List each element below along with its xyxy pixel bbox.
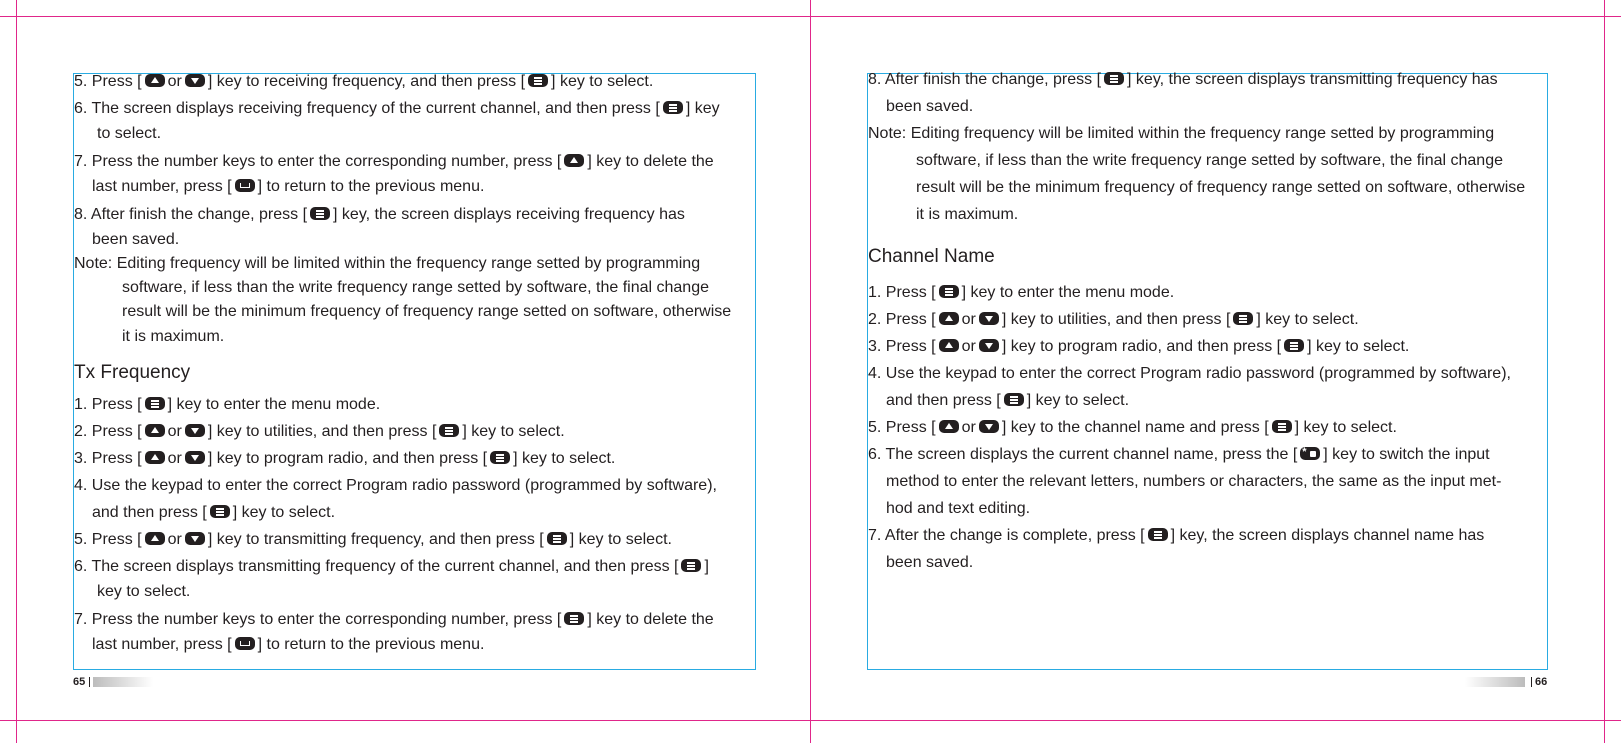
line-text: ] key, the screen displays channel name has — [1170, 527, 1485, 544]
menu-key-icon — [528, 74, 548, 87]
text-line — [868, 472, 1501, 492]
up-arrow-key-icon — [145, 451, 165, 464]
line-text: ] key to transmitting frequency, and then press [ — [207, 531, 544, 548]
list-item — [868, 70, 1498, 90]
line-text: ] key to the channel name and press [ — [1001, 419, 1269, 436]
line-text: result will be the minimum frequency of frequency range setted on software, otherwise — [122, 303, 732, 320]
line-text: ] key to select. — [1256, 311, 1359, 328]
line-text: software, if less than the write frequency range setted by software, the final change — [122, 279, 709, 296]
line-text: ] key to select. — [232, 504, 336, 521]
line-text: Press the number keys to enter the corresponding number, press [ — [91, 611, 562, 628]
list-item — [868, 283, 1174, 303]
list-item — [74, 422, 565, 442]
page-number-rule-left — [89, 677, 90, 687]
menu-key-icon — [564, 612, 584, 625]
step-number: 7. — [868, 527, 882, 544]
line-text: hod and text editing. — [886, 500, 1031, 517]
step-number: 6. — [868, 446, 882, 463]
text-line — [74, 230, 179, 250]
line-text: ] key, the screen displays receiving frequency has — [333, 206, 685, 223]
up-arrow-key-icon — [939, 420, 959, 433]
menu-key-icon — [439, 424, 459, 437]
page-number-right: 66 — [1535, 676, 1548, 688]
list-item — [74, 152, 714, 172]
menu-key-icon — [210, 505, 230, 518]
down-arrow-key-icon — [979, 339, 999, 352]
up-arrow-key-icon — [939, 339, 959, 352]
line-text: Press [ — [885, 284, 936, 301]
text-line — [74, 254, 700, 274]
menu-key-icon — [1233, 312, 1253, 325]
list-item — [74, 205, 685, 225]
back-key-icon — [235, 179, 255, 192]
menu-key-icon — [547, 532, 567, 545]
list-item — [74, 610, 714, 630]
line-text: ] key to program radio, and then press [ — [207, 450, 488, 467]
star-lock-key-icon — [1300, 447, 1320, 460]
line-text: software, if less than the write frequency range setted by software, the final change — [916, 152, 1503, 169]
line-text: The screen displays receiving frequency of the current channel, and then press [ — [91, 100, 660, 117]
down-arrow-key-icon — [185, 451, 205, 464]
text-line — [868, 151, 1503, 171]
down-arrow-key-icon — [979, 312, 999, 325]
line-text: ] key to utilities, and then press [ — [207, 423, 437, 440]
line-text: ] key — [685, 100, 720, 117]
step-number: 3. — [868, 338, 882, 355]
line-text: or — [167, 423, 182, 440]
step-number: 1. — [868, 284, 882, 301]
list-item — [868, 337, 1409, 357]
text-line — [74, 635, 484, 655]
text-line — [74, 177, 484, 197]
menu-key-icon — [145, 397, 165, 410]
line-text: ] key to delete the — [587, 153, 714, 170]
step-number: 5. — [868, 419, 882, 436]
step-number: 3. — [74, 450, 88, 467]
list-item — [74, 99, 720, 119]
line-text: ] key to enter the menu mode. — [961, 284, 1175, 301]
spine-line — [810, 0, 811, 743]
line-text: ] key to select. — [462, 423, 565, 440]
step-number: 4. — [868, 365, 882, 382]
line-text: been saved. — [886, 98, 974, 115]
text-line — [868, 124, 1494, 144]
line-text: After finish the change, press [ — [90, 206, 308, 223]
down-arrow-key-icon — [185, 424, 205, 437]
line-text: Press [ — [91, 73, 142, 90]
up-arrow-key-icon — [564, 154, 584, 167]
page-number-rule-right — [1531, 677, 1532, 687]
line-text: or — [961, 338, 976, 355]
line-text: and then press [ — [886, 392, 1001, 409]
footer-gradient-right — [1465, 677, 1525, 687]
text-line — [74, 582, 190, 602]
step-number: 1. — [74, 396, 88, 413]
line-text: ] key to select. — [569, 531, 672, 548]
line-text: ] key to switch the input — [1323, 446, 1490, 463]
line-text: Note: Editing frequency will be limited within the frequency range setted by programming — [74, 255, 701, 272]
line-text: method to enter the relevant letters, numbers or characters, the same as the input met- — [886, 473, 1502, 490]
line-text: to select. — [97, 125, 162, 142]
line-text: ] key to enter the menu mode. — [167, 396, 381, 413]
crop-line-left — [16, 0, 17, 743]
menu-key-icon — [1284, 339, 1304, 352]
step-number: 7. — [74, 611, 88, 628]
line-text: After the change is complete, press [ — [884, 527, 1145, 544]
line-text: or — [961, 311, 976, 328]
line-text: result will be the minimum frequency of frequency range setted on software, otherwise — [916, 179, 1526, 196]
line-text: Press [ — [91, 423, 142, 440]
line-text: or — [167, 450, 182, 467]
line-text: Use the keypad to enter the correct Program radio password (programmed by software), — [91, 477, 717, 494]
line-text: Note: Editing frequency will be limited within the frequency range setted by programming — [868, 125, 1495, 142]
line-text: ] — [704, 558, 709, 575]
list-item — [868, 445, 1490, 465]
menu-key-icon — [310, 207, 330, 220]
list-item — [868, 310, 1359, 330]
section-heading: Tx Frequency — [74, 362, 191, 383]
up-arrow-key-icon — [145, 424, 165, 437]
left-page-text — [74, 72, 774, 672]
step-number: 7. — [74, 153, 88, 170]
line-text: it is maximum. — [916, 206, 1019, 223]
step-number: 2. — [74, 423, 88, 440]
line-text: Press [ — [91, 396, 142, 413]
line-text: The screen displays the current channel name, press the [ — [885, 446, 1298, 463]
up-arrow-key-icon — [145, 532, 165, 545]
line-text: or — [961, 419, 976, 436]
list-item — [868, 526, 1484, 546]
line-text: ] to return to the previous menu. — [257, 636, 485, 653]
line-text: ] key to select. — [1307, 338, 1410, 355]
line-text: been saved. — [92, 231, 180, 248]
line-text: last number, press [ — [92, 178, 232, 195]
step-number: 6. — [74, 100, 88, 117]
menu-key-icon — [681, 559, 701, 572]
list-item — [74, 395, 380, 415]
text-line — [868, 178, 1525, 198]
list-item — [868, 364, 1511, 384]
line-text: Press [ — [885, 338, 936, 355]
list-item — [74, 530, 672, 550]
text-line — [74, 278, 709, 298]
text-line — [868, 391, 1129, 411]
step-number: 4. — [74, 477, 88, 494]
menu-key-icon — [490, 451, 510, 464]
line-text: ] key to select. — [1294, 419, 1397, 436]
down-arrow-key-icon — [979, 420, 999, 433]
line-text: Use the keypad to enter the correct Program radio password (programmed by software), — [885, 365, 1511, 382]
list-item — [74, 72, 653, 92]
crop-line-right — [1604, 0, 1605, 743]
menu-key-icon — [1148, 528, 1168, 541]
line-text: ] key to delete the — [587, 611, 714, 628]
menu-key-icon — [1104, 72, 1124, 85]
back-key-icon — [235, 637, 255, 650]
line-text: and then press [ — [92, 504, 207, 521]
line-text: Press [ — [91, 531, 142, 548]
menu-key-icon — [1004, 393, 1024, 406]
list-item — [868, 418, 1397, 438]
text-line — [868, 97, 973, 117]
up-arrow-key-icon — [145, 74, 165, 87]
line-text: ] key to select. — [513, 450, 616, 467]
line-text: Press [ — [885, 311, 936, 328]
step-number: 6. — [74, 558, 88, 575]
step-number: 8. — [74, 206, 88, 223]
line-text: been saved. — [886, 554, 974, 571]
line-text: ] key to receiving frequency, and then press [ — [207, 73, 526, 90]
text-line — [868, 553, 973, 573]
menu-key-icon — [663, 101, 683, 114]
text-line — [74, 124, 161, 144]
line-text: it is maximum. — [122, 328, 225, 345]
step-number: 8. — [868, 71, 882, 88]
line-text: The screen displays transmitting frequency of the current channel, and then press [ — [91, 558, 679, 575]
step-number: 2. — [868, 311, 882, 328]
down-arrow-key-icon — [185, 74, 205, 87]
list-item — [74, 557, 709, 577]
step-number: 5. — [74, 73, 88, 90]
line-text: Press [ — [91, 450, 142, 467]
line-text: ] key, the screen displays transmitting frequency has — [1127, 71, 1498, 88]
text-line — [74, 302, 731, 322]
text-line — [868, 499, 1030, 519]
line-text: Press [ — [885, 419, 936, 436]
line-text: After finish the change, press [ — [884, 71, 1102, 88]
line-text: ] key to program radio, and then press [ — [1001, 338, 1282, 355]
footer-gradient-left — [93, 677, 153, 687]
line-text: ] to return to the previous menu. — [257, 178, 485, 195]
right-page-text — [868, 70, 1568, 670]
section-heading: Channel Name — [868, 246, 995, 267]
step-number: 5. — [74, 531, 88, 548]
menu-key-icon — [1272, 420, 1292, 433]
line-text: or — [167, 73, 182, 90]
line-text: ] key to utilities, and then press [ — [1001, 311, 1231, 328]
down-arrow-key-icon — [185, 532, 205, 545]
text-line — [74, 503, 335, 523]
list-item — [74, 449, 615, 469]
menu-key-icon — [939, 285, 959, 298]
line-text: ] key to select. — [551, 73, 654, 90]
list-item — [74, 476, 717, 496]
up-arrow-key-icon — [939, 312, 959, 325]
text-line — [74, 327, 224, 347]
page-number-left: 65 — [73, 676, 86, 688]
line-text: ] key to select. — [1026, 392, 1130, 409]
line-text: last number, press [ — [92, 636, 232, 653]
line-text: key to select. — [97, 583, 191, 600]
line-text: Press the number keys to enter the corresponding number, press [ — [91, 153, 562, 170]
text-line — [868, 205, 1018, 225]
line-text: or — [167, 531, 182, 548]
